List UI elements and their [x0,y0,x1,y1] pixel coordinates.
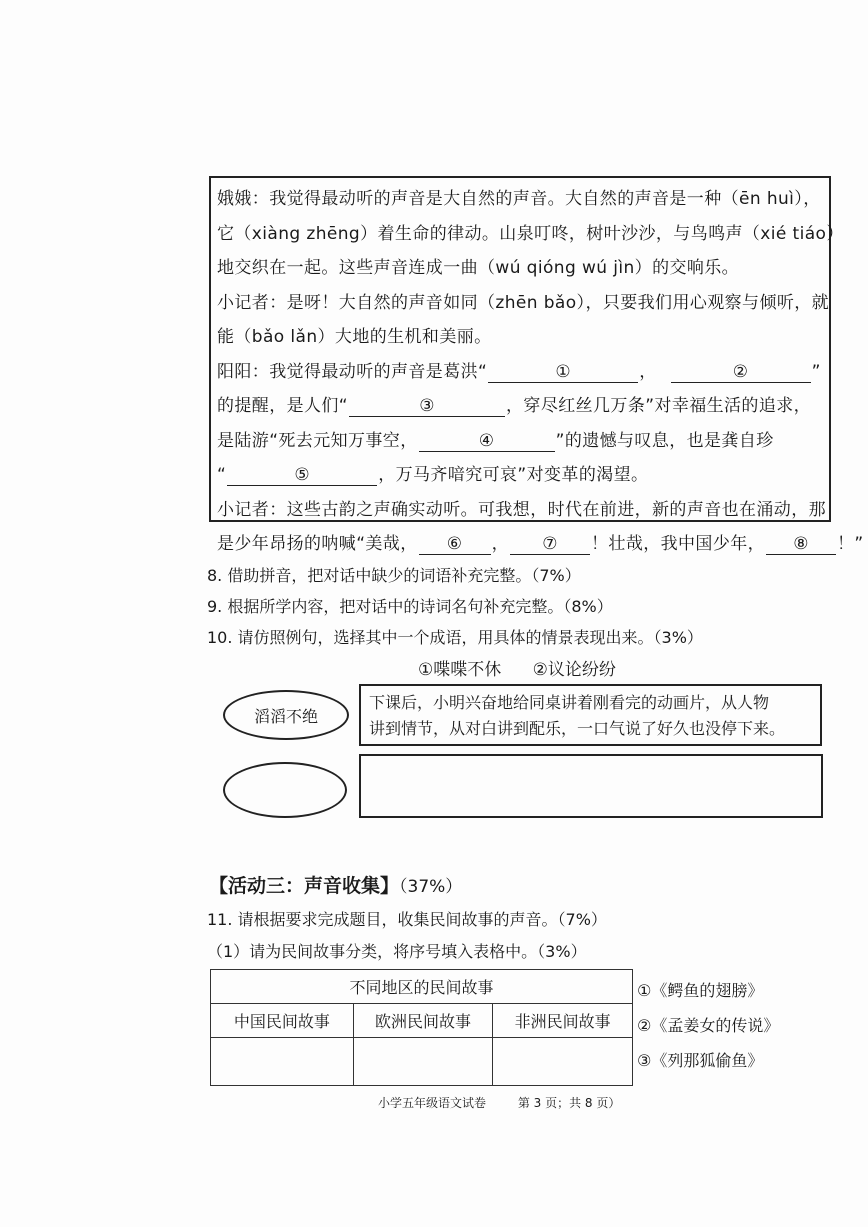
blank-8[interactable]: ⑧ [766,534,836,555]
example-idiom: 滔滔不绝 [253,706,318,726]
question-11-1: （1）请为民间故事分类，将序号填入表格中。（3%） [207,942,587,961]
story-item: ①《鳄鱼的翅膀》 [637,981,764,1000]
col-chinese: 中国民间故事 [211,1004,354,1038]
story-item: ③《列那狐偷鱼》 [637,1051,764,1070]
blank-3[interactable]: ③ [349,396,505,417]
blank-1[interactable]: ① [488,362,638,383]
answer-sentence-box[interactable] [359,754,823,818]
text: 阳阳：我觉得最动听的声音是葛洪“ [217,361,488,382]
blank-6[interactable]: ⑥ [419,534,491,555]
section-percent: （37%） [399,877,463,897]
blank-7[interactable]: ⑦ [510,534,590,555]
section-title-text: 【活动三：声音收集】 [209,875,400,897]
text: ，万马齐喑究可哀”对变革的渴望。 [378,465,649,485]
text: 的提醒，是人们“ [217,396,349,416]
section-3-title [209,871,462,898]
text: ”的遗憾与叹息，也是龚自珍 [555,430,774,451]
text: ！壮哉，我中国少年， [591,534,766,554]
text: ， [639,361,657,382]
dialog-line-3: 地交织在一起。这些声音连成一曲（wú qióng wú jìn）的交响乐。 [217,258,740,278]
text: ， [491,534,510,554]
blank-5[interactable]: ⑤ [227,465,377,486]
dialog-line-7 [217,389,823,424]
col-african: 非洲民间故事 [493,1004,633,1038]
blank-4[interactable]: ④ [419,431,555,452]
text: ，穿尽红丝几万条”对幸福生活的追求， [506,396,812,416]
dialog-line-11 [217,527,864,562]
table-header: 不同地区的民间故事 [211,970,633,1004]
answer-cell-european[interactable] [353,1038,493,1086]
story-list [637,973,779,1078]
question-8: 8. 借助拼音，把对话中缺少的词语补充完整。（7%） [207,566,581,585]
dialog-line-5: 能（bǎo lǎn）大地的生机和美丽。 [217,327,492,347]
question-10: 10. 请仿照例句，选择其中一个成语，用具体的情景表现出来。（3%） [207,628,703,647]
idiom-option-2: ②议论纷纷 [532,660,616,680]
dialogue-box [209,176,864,554]
dialog-line-1: 娥娥：我觉得最动听的声音是大自然的声音。大自然的声音是一种（ēn huì）， [217,189,821,209]
col-european: 欧洲民间故事 [353,1004,493,1038]
story-classification-table [210,969,633,1086]
blank-2[interactable]: ② [671,362,811,383]
question-9: 9. 根据所学内容，把对话中的诗词名句补充完整。（8%） [207,597,613,616]
dialog-line-8 [217,424,823,459]
example-idiom-ellipse [223,690,349,740]
answer-cell-african[interactable] [493,1038,633,1086]
footer-page: 第 3 页；共 8 页） [517,1096,621,1110]
footer-title: 小学五年级语文试卷 [378,1096,487,1110]
example-line-1: 下课后，小明兴奋地给同桌讲着刚看完的动画片，从人物 [369,693,770,712]
idiom-option-1: ①喋喋不休 [418,660,502,680]
text: 是陆游“死去元知万事空， [217,430,418,451]
text: ” [811,361,821,382]
dialog-line-9 [217,458,823,493]
page-footer [378,1094,648,1111]
example-sentence-box [359,684,822,746]
dialog-line-6 [217,355,823,390]
dialog-line-10: 小记者：这些古韵之声确实动听。可我想，时代在前进，新的声音也在涌动，那 [217,499,826,520]
answer-idiom-ellipse[interactable] [223,762,347,818]
example-line-2: 讲到情节，从对白讲到配乐，一口气说了好久也没停下来。 [369,719,786,738]
text: “ [217,465,227,485]
dialog-line-2: 它（xiàng zhēng）着生命的律动。山泉叮咚，树叶沙沙，与鸟鸣声（xié tiáo） [217,223,844,244]
idiom-options [418,655,642,680]
text: ！” [837,534,864,554]
text: 是少年昂扬的呐喊“美哉， [217,534,418,554]
dialog-line-4: 小记者：是呀！大自然的声音如同（zhēn bǎo），只要我们用心观察与倾听，就 [217,292,830,313]
story-item: ②《孟姜女的传说》 [637,1016,780,1035]
answer-cell-chinese[interactable] [211,1038,354,1086]
question-11: 11. 请根据要求完成题目，收集民间故事的声音。（7%） [207,910,607,929]
